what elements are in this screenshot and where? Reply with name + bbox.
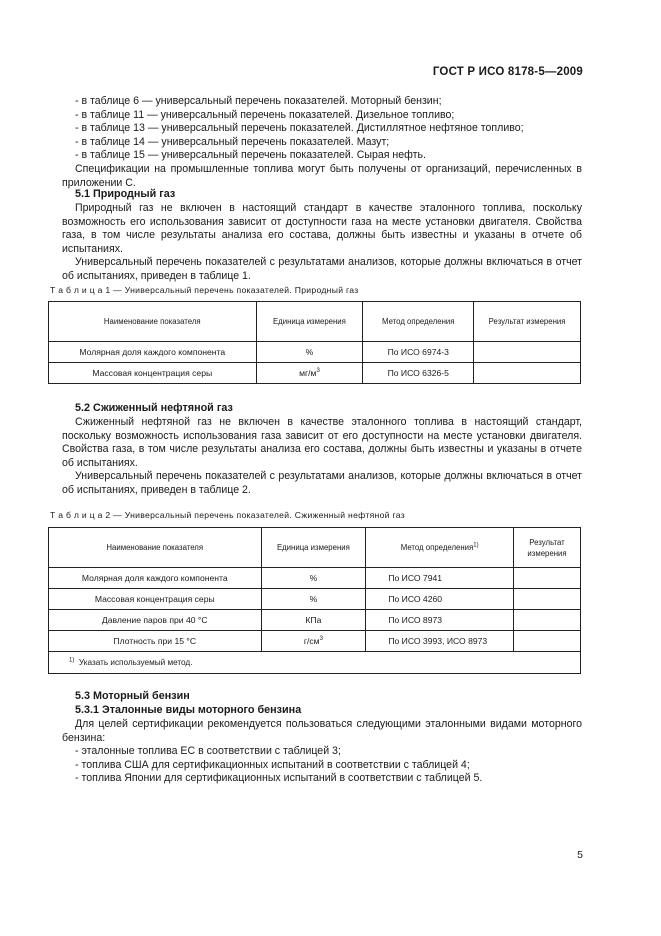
header-cell: Результат измерения bbox=[474, 302, 581, 342]
cell: Плотность при 15 °С bbox=[49, 631, 262, 652]
cell: По ИСО 6326-5 bbox=[363, 363, 474, 384]
section-5-3-body bbox=[62, 718, 582, 786]
cell: Давление паров при 40 °С bbox=[49, 610, 262, 631]
section-title: 5.1 Природный газ bbox=[75, 188, 176, 200]
list-item: - эталонные топлива ЕС в соответствии с таблицей 3; bbox=[75, 745, 341, 758]
list-item: - в таблице 6 — универсальный перечень показателей. Моторный бензин; bbox=[75, 95, 442, 107]
cell: Молярная доля каждого компонента bbox=[49, 342, 257, 363]
paragraph: Сжиженный нефтяной газ не включен в качестве эталонного топлива в настоящий стандарт, поскольку возможность использования газа зависит от его доступности на месте установки двигателя. Свойства газа, в том числе результаты анализа его состава, должны быть известны и указаны в отчете об испытаниях. bbox=[62, 416, 582, 469]
table-caption: Т а б л и ц а 1 — Универсальный перечень показателей. Природный газ bbox=[50, 285, 359, 295]
list-item: - в таблице 15 — универсальный перечень показателей. Сырая нефть. bbox=[75, 149, 426, 162]
table-header-row bbox=[49, 302, 581, 342]
paragraph: Спецификации на промышленные топлива могут быть получены от организаций, перечисленных в приложении С. bbox=[62, 162, 582, 189]
table-caption: Т а б л и ц а 2 — Универсальный перечень показателей. Сжиженный нефтяной газ bbox=[50, 510, 405, 520]
cell: Массовая концентрация серы bbox=[49, 363, 257, 384]
table-row bbox=[49, 589, 581, 610]
cell: КПа bbox=[261, 610, 366, 631]
cell: Массовая концентрация серы bbox=[49, 589, 262, 610]
page-number: 5 bbox=[577, 849, 583, 861]
cell: % bbox=[261, 568, 366, 589]
table-row bbox=[49, 568, 581, 589]
intro-block bbox=[62, 95, 582, 190]
section-5-1-body bbox=[62, 202, 582, 284]
cell bbox=[514, 631, 581, 652]
cell bbox=[474, 342, 581, 363]
cell: По ИСО 8973 bbox=[366, 610, 514, 631]
table-row bbox=[49, 342, 581, 363]
cell bbox=[514, 610, 581, 631]
cell: % bbox=[256, 342, 363, 363]
cell: По ИСО 6974-3 bbox=[363, 342, 474, 363]
header-cell: Результат измерения bbox=[514, 528, 581, 568]
cell: $г/см^3$ bbox=[261, 631, 366, 652]
header-cell: Единица измерения bbox=[256, 302, 363, 342]
table-row bbox=[49, 631, 581, 652]
table-row bbox=[49, 363, 581, 384]
table-footnote: $^{1)}$ Указать используемый метод. bbox=[49, 652, 581, 674]
cell: По ИСО 4260 bbox=[366, 589, 514, 610]
paragraph: Универсальный перечень показателей с результатами анализов, которые должны включаться в отчет об испытаниях, приведен в таблице 2. bbox=[62, 470, 582, 496]
paragraph: Природный газ не включен в настоящий стандарт в качестве эталонного топлива, поскольку возможность его использования зависит от доступности газа на месте установки двигателя. Свойства газа, в том числе результаты анализа его состава, должны быть известны и указаны в отчете об испытаниях. bbox=[62, 202, 582, 255]
list-item: - топлива США для сертификационных испытаний в соответствии с таблицей 4; bbox=[75, 758, 470, 771]
header-cell: Метод определения bbox=[363, 302, 474, 342]
list-item: - в таблице 14 — универсальный перечень показателей. Мазут; bbox=[75, 135, 390, 148]
section-5-2-body bbox=[62, 416, 582, 498]
table-row bbox=[49, 610, 581, 631]
header-cell: Единица измерения bbox=[261, 528, 366, 568]
list-item: - топлива Японии для сертификационных испытаний в соответствии с таблицей 5. bbox=[75, 772, 483, 785]
header-cell: Наименование показателя bbox=[49, 528, 262, 568]
paragraph: Универсальный перечень показателей с результатами анализов, которые должны включаться в отчет об испытаниях, приведен в таблице 1. bbox=[62, 256, 582, 282]
paragraph: Для целей сертификации рекомендуется пользоваться следующими эталонными видами моторного бензина: bbox=[62, 718, 582, 744]
section-title: 5.3 Моторный бензин bbox=[75, 690, 190, 702]
cell: Молярная доля каждого компонента bbox=[49, 568, 262, 589]
cell bbox=[474, 363, 581, 384]
section-title: 5.2 Сжиженный нефтяной газ bbox=[75, 402, 233, 414]
table-header-row bbox=[49, 528, 581, 568]
subsection-title: 5.3.1 Эталонные виды моторного бензина bbox=[75, 704, 302, 716]
cell: По ИСО 3993, ИСО 8973 bbox=[366, 631, 514, 652]
cell: $мг/м^3$ bbox=[256, 363, 363, 384]
cell bbox=[514, 568, 581, 589]
table-footnote-row bbox=[49, 652, 581, 674]
document-id-header: ГОСТ Р ИСО 8178-5—2009 bbox=[432, 66, 583, 78]
table-1 bbox=[48, 301, 581, 384]
cell: % bbox=[261, 589, 366, 610]
cell bbox=[514, 589, 581, 610]
cell: По ИСО 7941 bbox=[366, 568, 514, 589]
header-cell: Метод определения$^{1)}$ bbox=[366, 528, 514, 568]
list-item: - в таблице 11 — универсальный перечень показателей. Дизельное топливо; bbox=[75, 108, 455, 121]
header-cell: Наименование показателя bbox=[49, 302, 257, 342]
list-item: - в таблице 13 — универсальный перечень показателей. Дистиллятное нефтяное топливо; bbox=[75, 122, 524, 135]
table-2 bbox=[48, 527, 581, 674]
